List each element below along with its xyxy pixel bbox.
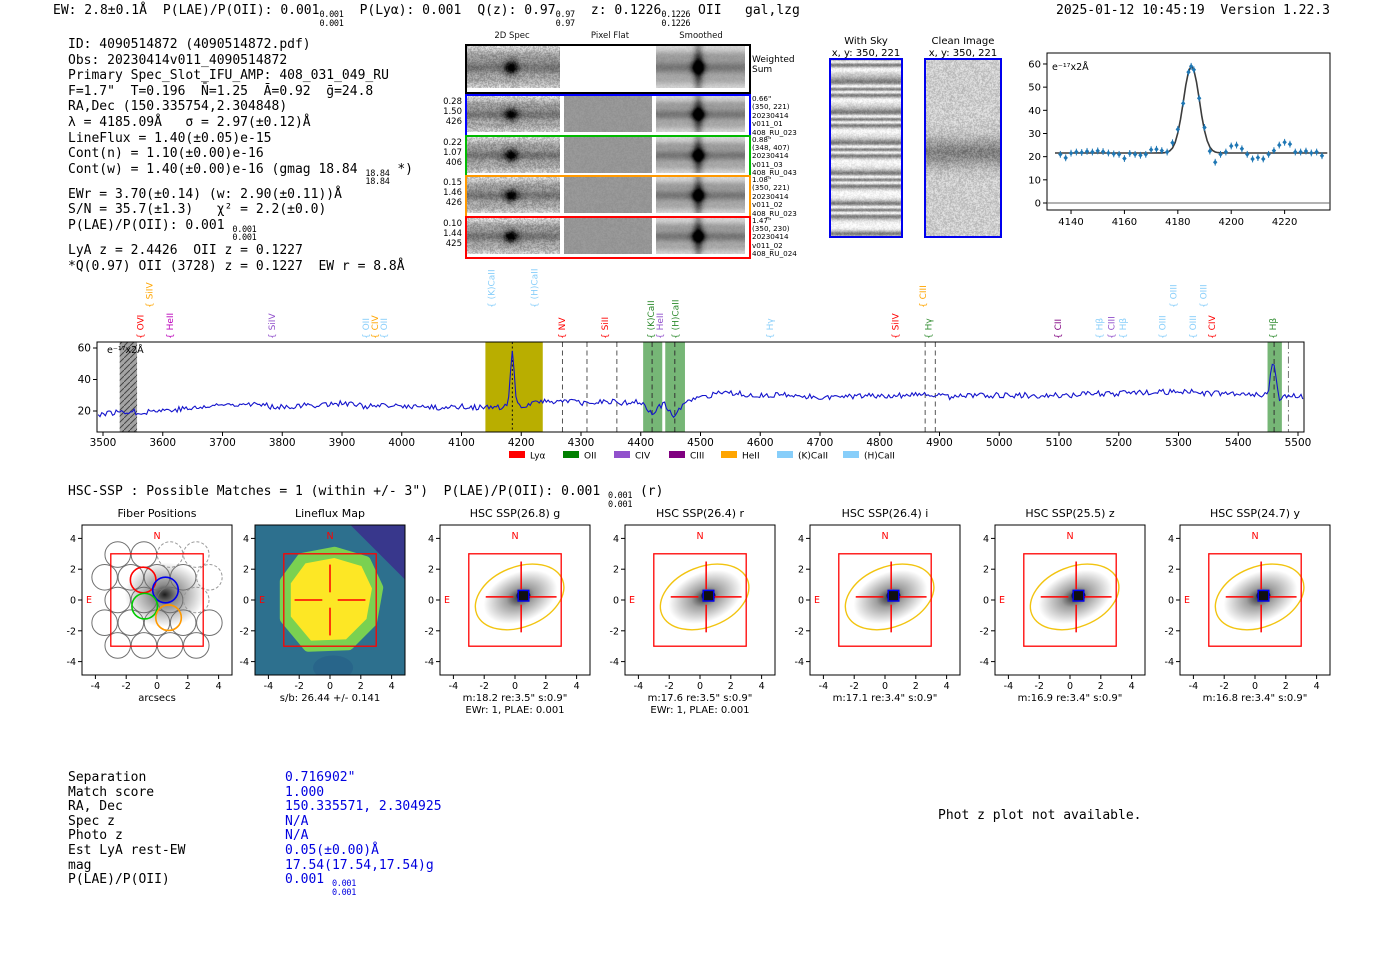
emission-line-label: { OII: [361, 318, 372, 339]
report-version: Version 1.22.3: [1220, 3, 1330, 18]
match-table-row: [68, 859, 442, 874]
info-line: λ = 4185.09Å σ = 2.97(±0.12)Å: [68, 114, 311, 130]
svg-text:4600: 4600: [746, 437, 774, 449]
svg-text:2: 2: [612, 564, 619, 576]
header-stat: P(Lyα): 0.001: [359, 3, 462, 18]
spec2d-left-label: 0.15 1.46 426: [443, 178, 462, 208]
match-value: 1.000: [285, 784, 325, 800]
svg-text:N: N: [1251, 531, 1259, 542]
svg-text:4800: 4800: [866, 437, 894, 449]
svg-text:m:17.6 re:3.5" s:0.9": m:17.6 re:3.5" s:0.9": [647, 693, 753, 704]
cutout-panel-hsc-2: [410, 505, 608, 721]
svg-text:N: N: [881, 531, 889, 542]
match-value: 0.05(±0.00)Å: [285, 842, 379, 858]
spec2d-cell-smooth: [656, 46, 745, 88]
spec2d-left-label: 0.28 1.50 426: [443, 97, 462, 127]
match-table-row: [68, 786, 442, 801]
svg-text:2: 2: [184, 681, 191, 692]
svg-text:2: 2: [1097, 681, 1104, 692]
svg-text:-4: -4: [263, 681, 274, 692]
svg-text:N: N: [1066, 531, 1074, 542]
svg-text:-4: -4: [979, 657, 989, 669]
catalog-match-table: [68, 771, 442, 897]
info-line: LyA z = 2.4426 OII z = 0.1227: [68, 242, 303, 258]
info-line: Cont(n) = 1.10(±0.00)e-16: [68, 146, 264, 162]
emission-line-label: { OVI: [136, 314, 147, 339]
svg-text:(K)CaII: (K)CaII: [798, 451, 829, 462]
svg-text:4100: 4100: [448, 437, 475, 449]
spec2d-row-exp-red: [465, 216, 751, 260]
svg-text:4: 4: [797, 533, 804, 545]
full-spectrum-svg: [58, 268, 1348, 468]
svg-text:0: 0: [511, 681, 519, 692]
svg-text:N: N: [511, 531, 519, 542]
spec2d-cell-spec: [467, 137, 560, 173]
info-line: ID: 4090514872 (4090514872.pdf): [68, 37, 311, 52]
cutout-panel-hsc-4: [780, 505, 978, 721]
emission-line-label: { SiIV: [268, 313, 279, 339]
svg-text:4200: 4200: [507, 437, 535, 449]
match-label: Photo z: [68, 828, 123, 844]
info-line: F=1.7" T=0.196 N̄=1.25 Ā=0.92 ḡ=24.8: [68, 83, 374, 99]
emission-line-label: { HeII: [655, 312, 666, 339]
weighted-sum-label: Weighted Sum: [752, 55, 795, 75]
svg-text:4: 4: [242, 533, 249, 545]
svg-text:20: 20: [77, 405, 91, 418]
svg-text:N: N: [153, 531, 161, 542]
svg-text:m:16.8 re:3.4" s:0.9": m:16.8 re:3.4" s:0.9": [1202, 693, 1308, 704]
info-line: Primary Spec_Slot_IFU_AMP: 408_031_049_RU: [68, 68, 389, 84]
svg-text:40: 40: [77, 374, 91, 386]
svg-text:2: 2: [727, 681, 734, 692]
match-label: P(LAE)/P(OII): [68, 872, 170, 888]
svg-text:0: 0: [69, 595, 76, 607]
svg-text:40: 40: [1028, 105, 1041, 117]
svg-text:m:18.2 re:3.5" s:0.9": m:18.2 re:3.5" s:0.9": [462, 693, 568, 704]
svg-text:HSC SSP(24.7) y: HSC SSP(24.7) y: [1209, 507, 1301, 520]
svg-text:2: 2: [542, 681, 549, 692]
emission-line-label: { OIII: [1169, 284, 1180, 308]
emission-line-label: { Hβ: [1095, 317, 1106, 339]
svg-text:-4: -4: [818, 681, 829, 692]
svg-text:4700: 4700: [806, 437, 834, 449]
match-value: N/A: [285, 828, 309, 844]
svg-text:-2: -2: [294, 681, 304, 692]
svg-text:EWr: 1, PLAE: 0.001: EWr: 1, PLAE: 0.001: [650, 705, 750, 716]
line-fit-svg: [1028, 40, 1363, 245]
spec2d-cell-flat: [564, 137, 652, 173]
match-table-row: [68, 844, 442, 859]
match-label: Separation: [68, 770, 147, 785]
emission-line-label: { OII: [379, 318, 390, 339]
svg-text:2: 2: [242, 564, 249, 576]
spec2d-cell-smooth: [656, 218, 745, 254]
svg-text:4000: 4000: [388, 437, 416, 449]
spec2d-column-title: 2D Spec: [494, 31, 530, 41]
emission-line-label: { OIII: [1188, 315, 1199, 339]
svg-text:10: 10: [1028, 175, 1041, 187]
svg-text:3900: 3900: [328, 437, 356, 449]
spec2d-right-label: 0.66" (350, 221) 20230414 v011_01 408_RU_023: [752, 94, 797, 137]
stacked-limits: 0.001 0.001: [608, 491, 633, 510]
svg-text:0: 0: [1251, 681, 1259, 692]
emission-line-label: { CIV: [370, 315, 381, 339]
svg-text:2: 2: [357, 681, 364, 692]
svg-text:(H)CaII: (H)CaII: [864, 451, 895, 462]
svg-text:-2: -2: [664, 681, 674, 692]
hsc-ssp-match-line: HSC-SSP : Possible Matches = 1 (within +/- 3") P(LAE)/P(OII): 0.001 0.001 0.001 (r): [68, 484, 664, 510]
match-value: N/A: [285, 813, 309, 829]
emission-line-label: { HeII: [165, 312, 176, 339]
info-line: S/N = 35.7(±1.3) χ² = 2.2(±0.0): [68, 202, 327, 218]
svg-text:-4: -4: [794, 657, 804, 669]
cutout-title-with-sky: With Sky x, y: 350, 221: [831, 36, 901, 59]
match-table-row: [68, 873, 442, 897]
info-line: RA,Dec (150.335754,2.304848): [68, 99, 288, 115]
spec2d-cell-spec: [467, 218, 560, 254]
svg-text:4: 4: [1313, 681, 1320, 692]
match-value: 0.716902": [285, 770, 356, 785]
emission-line-label: { CII: [1053, 318, 1064, 339]
svg-text:4500: 4500: [687, 437, 714, 449]
emission-line-label: { NV: [557, 317, 568, 339]
emission-line-label: { (K)CaII: [487, 269, 498, 308]
header-stat: Q(z): 0.97 0.97 0.97: [477, 3, 575, 29]
svg-text:HSC SSP(25.5) z: HSC SSP(25.5) z: [1025, 507, 1115, 520]
emission-line-label: { Hγ: [924, 318, 935, 339]
svg-text:4: 4: [612, 533, 619, 545]
header-stat: EW: 2.8±0.1Å: [53, 3, 147, 18]
emission-line-label: { SiII: [600, 316, 611, 339]
svg-text:2: 2: [69, 564, 76, 576]
phot-z-note: Phot z plot not available.: [938, 808, 1142, 823]
svg-text:-4: -4: [633, 681, 644, 692]
svg-text:4: 4: [982, 533, 989, 545]
spec2d-right-label: 1.08" (350, 221) 20230414 v011_02 408_RU_023: [752, 175, 797, 218]
spec2d-cell-spec: [467, 177, 560, 213]
svg-text:2: 2: [1282, 681, 1289, 692]
svg-text:50: 50: [1028, 82, 1041, 94]
svg-text:0: 0: [1066, 681, 1074, 692]
with-sky-panel: [829, 58, 903, 238]
spec2d-cell-flat: [564, 46, 652, 88]
svg-text:0: 0: [982, 595, 989, 607]
emission-line-label: { Hγ: [765, 318, 776, 339]
svg-text:EWr: 1, PLAE: 0.001: EWr: 1, PLAE: 0.001: [465, 705, 565, 716]
emission-line-label: { (K)CaII: [646, 300, 657, 339]
svg-text:0: 0: [797, 595, 804, 607]
spec2d-row-exp-orange: [465, 175, 751, 219]
spec2d-right-label: 1.47" (350, 230) 20230414 v011_02 408_RU_024: [752, 215, 797, 259]
line-fit-plot: [1028, 40, 1363, 249]
svg-text:4: 4: [388, 681, 395, 692]
emission-line-label: { CIII: [1107, 316, 1118, 339]
info-line: P(LAE)/P(OII): 0.001 0.001 0.001: [68, 217, 257, 244]
svg-text:E: E: [86, 595, 93, 606]
svg-text:-2: -2: [1219, 681, 1229, 692]
svg-text:-2: -2: [479, 681, 489, 692]
emission-line-label: { CIII: [918, 285, 929, 308]
emission-line-label: { OIII: [1158, 315, 1169, 339]
header-stat: P(LAE)/P(OII): 0.001 0.001 0.001: [162, 3, 344, 29]
svg-text:E: E: [999, 595, 1006, 606]
svg-text:0: 0: [1167, 595, 1174, 607]
info-line: Obs: 20230414v011_4090514872: [68, 52, 288, 68]
emission-line-label: { SiIV: [145, 282, 156, 308]
svg-text:4: 4: [758, 681, 765, 692]
svg-text:-2: -2: [609, 626, 619, 638]
cutout-panel-hsc-6: [1150, 505, 1348, 721]
detection-info-panel: [68, 37, 413, 274]
svg-text:5400: 5400: [1224, 437, 1252, 449]
svg-text:2: 2: [427, 564, 434, 576]
svg-text:-4: -4: [448, 681, 459, 692]
svg-text:m:17.1 re:3.4" s:0.9": m:17.1 re:3.4" s:0.9": [832, 693, 938, 704]
cutout-panel-fiber-0: [52, 505, 250, 721]
svg-text:3600: 3600: [149, 437, 177, 449]
emission-line-label: { Hβ: [1118, 317, 1129, 339]
svg-text:3800: 3800: [268, 437, 296, 449]
svg-text:-4: -4: [1188, 681, 1199, 692]
spec2d-cell-smooth: [656, 177, 745, 213]
svg-text:4180: 4180: [1165, 217, 1191, 228]
info-line: EWr = 3.70(±0.14) (w: 2.90(±0.11))Å: [68, 186, 342, 202]
svg-text:arcsecs: arcsecs: [138, 693, 176, 704]
info-line: LineFlux = 1.40(±0.05)e-15: [68, 130, 272, 146]
match-label: Match score: [68, 784, 155, 800]
info-line: Cont(w) = 1.40(±0.00)e-16 (gmag 18.84 18.84 18.84 *): [68, 161, 413, 188]
svg-text:4: 4: [573, 681, 580, 692]
spec2d-row-exp-blue: [465, 94, 751, 138]
svg-text:-4: -4: [1003, 681, 1014, 692]
info-line: *Q(0.97) OII (3728) z = 0.1227 EW r = 8.8Å: [68, 258, 405, 274]
svg-text:Fiber Positions: Fiber Positions: [117, 507, 197, 520]
spec2d-cell-smooth: [656, 137, 745, 173]
svg-text:4: 4: [1167, 533, 1174, 545]
svg-text:4140: 4140: [1058, 217, 1084, 228]
svg-text:4: 4: [427, 533, 434, 545]
svg-text:4200: 4200: [1218, 217, 1244, 228]
svg-text:0: 0: [881, 681, 889, 692]
svg-text:4300: 4300: [567, 437, 595, 449]
svg-text:20: 20: [1028, 152, 1041, 164]
cutout-panel-hsc-3: [595, 505, 793, 721]
header-timestamp: [1056, 3, 1330, 18]
svg-text:2: 2: [912, 681, 919, 692]
svg-text:E: E: [1184, 595, 1191, 606]
match-value: 17.54(17.54,17.54)g: [285, 857, 434, 873]
match-table-row: [68, 829, 442, 844]
svg-text:OII: OII: [584, 451, 597, 462]
svg-text:-2: -2: [239, 626, 249, 638]
spec2d-cell-flat: [564, 177, 652, 213]
match-label: RA, Dec: [68, 799, 123, 815]
svg-text:-2: -2: [794, 626, 804, 638]
svg-text:4: 4: [215, 681, 222, 692]
svg-text:-2: -2: [424, 626, 434, 638]
svg-text:2: 2: [982, 564, 989, 576]
svg-text:e⁻¹⁷x2Å: e⁻¹⁷x2Å: [107, 345, 144, 356]
clean-image-panel: [924, 58, 1002, 238]
emission-line-label: { Hβ: [1268, 317, 1279, 339]
svg-text:Lineflux Map: Lineflux Map: [294, 507, 366, 520]
spec2d-row-exp-green: [465, 135, 751, 179]
svg-text:4160: 4160: [1111, 217, 1138, 228]
cutout-panel-hsc-5: [965, 505, 1163, 721]
header-stat: z: 0.1226 0.1226 0.1226 OII gal,lzg: [590, 3, 800, 29]
svg-text:-4: -4: [66, 657, 76, 669]
svg-text:0: 0: [153, 681, 161, 692]
svg-text:HSC SSP(26.4) r: HSC SSP(26.4) r: [655, 507, 745, 520]
svg-text:0: 0: [612, 595, 619, 607]
stacked-limits: 0.001 0.001: [331, 879, 357, 898]
svg-text:4: 4: [943, 681, 950, 692]
emission-line-label: { SiIV: [891, 313, 902, 339]
svg-text:0: 0: [427, 595, 434, 607]
svg-text:-4: -4: [1164, 657, 1174, 669]
svg-text:-2: -2: [979, 626, 989, 638]
svg-text:E: E: [629, 595, 636, 606]
svg-text:5100: 5100: [1045, 437, 1073, 449]
report-date: 2025-01-12 10:45:19: [1056, 3, 1205, 18]
match-label: Spec z: [68, 813, 115, 829]
stacked-limits: 0.001 0.001: [232, 224, 257, 244]
emission-line-label: { CIV: [1208, 315, 1218, 339]
svg-text:HSC SSP(26.8) g: HSC SSP(26.8) g: [469, 507, 561, 520]
cutout-title-clean-image: Clean Image x, y: 350, 221: [928, 36, 998, 59]
svg-text:-2: -2: [1034, 681, 1044, 692]
svg-text:2: 2: [1167, 564, 1174, 576]
header-summary: [53, 3, 816, 28]
svg-text:-4: -4: [239, 657, 249, 669]
spec2d-column-title: Smoothed: [679, 31, 723, 41]
svg-text:E: E: [814, 595, 821, 606]
spec2d-left-label: 0.22 1.07 406: [443, 137, 462, 168]
spec2d-right-label: 0.88" (348, 407) 20230414 v011_03 408_RU_043: [752, 134, 797, 178]
svg-text:-2: -2: [849, 681, 859, 692]
svg-text:4220: 4220: [1271, 217, 1298, 228]
svg-text:HSC SSP(26.4) i: HSC SSP(26.4) i: [841, 507, 929, 520]
svg-text:-4: -4: [609, 657, 619, 669]
svg-text:5500: 5500: [1284, 437, 1312, 449]
match-table-row: [68, 815, 442, 830]
svg-text:4400: 4400: [627, 437, 655, 449]
svg-text:E: E: [444, 595, 451, 606]
spec2d-left-label: 0.10 1.44 425: [443, 218, 462, 249]
svg-text:N: N: [326, 531, 334, 542]
svg-text:-2: -2: [66, 626, 76, 638]
svg-text:N: N: [696, 531, 704, 542]
full-spectrum-plot: [58, 268, 1348, 472]
svg-text:3700: 3700: [209, 437, 236, 449]
emission-line-label: { OIII: [1199, 284, 1210, 308]
svg-text:-2: -2: [121, 681, 131, 692]
match-label: Est LyA rest-EW: [68, 842, 186, 858]
spec2d-cell-spec: [467, 46, 560, 88]
svg-text:4: 4: [1128, 681, 1135, 692]
svg-text:30: 30: [1028, 128, 1041, 140]
svg-text:0: 0: [1034, 198, 1041, 210]
svg-text:5000: 5000: [985, 437, 1013, 449]
svg-text:Lyα: Lyα: [530, 451, 546, 462]
stacked-limits: 18.84 18.84: [365, 168, 390, 188]
emission-line-label: { (H)CaII: [671, 299, 682, 339]
svg-text:-4: -4: [90, 681, 101, 692]
svg-text:2: 2: [797, 564, 804, 576]
spec2d-column-title: Pixel Flat: [590, 31, 630, 41]
svg-text:s/b: 26.44 +/- 0.141: s/b: 26.44 +/- 0.141: [279, 693, 381, 704]
svg-text:m:16.9 re:3.4" s:0.9": m:16.9 re:3.4" s:0.9": [1017, 693, 1123, 704]
stacked-limits: 0.97 0.97: [555, 10, 575, 29]
stacked-limits: 0.1226 0.1226: [661, 10, 691, 29]
match-value: 0.001: [285, 872, 332, 888]
match-table-row: [68, 771, 442, 786]
match-label: mag: [68, 857, 92, 873]
cutout-panel-lineflux-1: [225, 505, 423, 721]
stacked-limits: 0.001 0.001: [319, 10, 344, 29]
svg-text:0: 0: [242, 595, 249, 607]
svg-text:0: 0: [326, 681, 334, 692]
svg-text:E: E: [259, 595, 266, 606]
svg-text:CIV: CIV: [635, 451, 651, 462]
svg-text:5300: 5300: [1165, 437, 1192, 449]
svg-text:5200: 5200: [1105, 437, 1133, 449]
svg-text:4900: 4900: [926, 437, 953, 449]
svg-text:3500: 3500: [89, 437, 117, 449]
svg-text:HeII: HeII: [742, 451, 760, 462]
svg-text:60: 60: [1028, 59, 1041, 71]
spec2d-cell-spec: [467, 96, 560, 132]
spec2d-row-weighted: [465, 44, 751, 94]
spec2d-cell-flat: [564, 218, 652, 254]
svg-text:e⁻¹⁷x2Å: e⁻¹⁷x2Å: [1052, 62, 1089, 73]
match-value: 150.335571, 2.304925: [285, 799, 442, 815]
svg-text:-4: -4: [424, 657, 434, 669]
svg-text:0: 0: [696, 681, 704, 692]
spec2d-cell-flat: [564, 96, 652, 132]
emission-line-label: { (H)CaII: [530, 268, 541, 308]
svg-text:4: 4: [69, 533, 76, 545]
svg-text:60: 60: [77, 342, 91, 355]
svg-text:CIII: CIII: [690, 451, 705, 462]
match-table-row: [68, 800, 442, 815]
spec2d-cell-smooth: [656, 96, 745, 132]
svg-text:-2: -2: [1164, 626, 1174, 638]
